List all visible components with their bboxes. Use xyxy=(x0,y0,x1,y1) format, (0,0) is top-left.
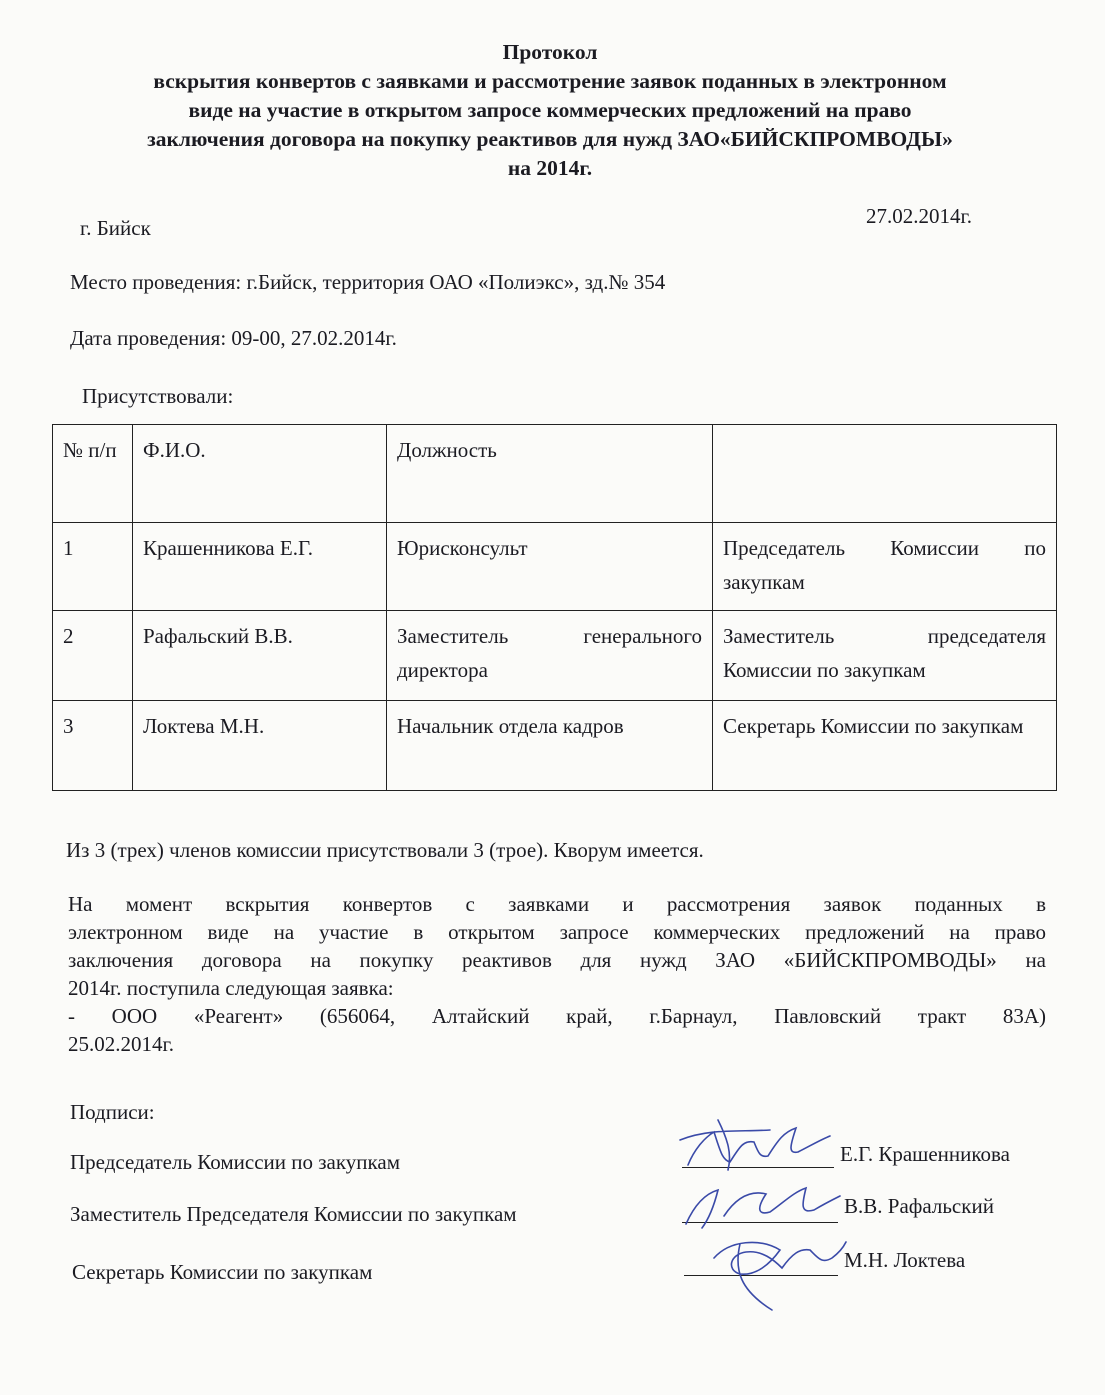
body-line-3: заключения договора на покупку реактивов для нужд ЗАО «БИЙСКПРОМВОДЫ» на xyxy=(68,948,1046,972)
venue: Место проведения: г.Бийск, территория ОАО «Полиэкс», зд.№ 354 xyxy=(70,270,666,294)
row-number: 1 xyxy=(53,523,133,611)
title-line-5: на 2014г. xyxy=(507,156,593,180)
signature-name: Е.Г. Крашенникова xyxy=(840,1142,1010,1166)
row-number: 2 xyxy=(53,611,133,701)
document-date: 27.02.2014г. xyxy=(866,204,972,228)
row-name: Крашенникова Е.Г. xyxy=(133,523,387,611)
body-line-4: 2014г. поступила следующая заявка: xyxy=(68,976,394,1000)
quorum-statement: Из 3 (трех) членов комиссии присутствовали 3 (трое). Кворум имеется. xyxy=(66,838,704,862)
header-number: № п/п xyxy=(53,425,133,523)
table-row xyxy=(53,611,1057,701)
table-row xyxy=(53,523,1057,611)
table-header-row xyxy=(53,425,1057,523)
signature-role: Председатель Комиссии по закупкам xyxy=(70,1150,400,1174)
document-title xyxy=(40,38,1060,183)
signature-name: М.Н. Локтева xyxy=(844,1248,966,1272)
body-line-5: - ООО «Реагент» (656064, Алтайский край, г.Барнаул, Павловский тракт 83А) xyxy=(68,1004,1046,1028)
table-row xyxy=(53,701,1057,791)
body-line-6: 25.02.2014г. xyxy=(68,1032,174,1056)
row-name: Локтева М.Н. xyxy=(133,701,387,791)
body-paragraph xyxy=(68,890,1046,1058)
header-role xyxy=(713,425,1057,523)
signature-role: Секретарь Комиссии по закупкам xyxy=(72,1260,373,1284)
held-date: Дата проведения: 09-00, 27.02.2014г. xyxy=(70,326,397,350)
row-role: Секретарь Комиссии по закупкам xyxy=(713,701,1057,791)
handwritten-signature-3 xyxy=(700,1224,850,1314)
city: г. Бийск xyxy=(80,216,151,240)
title-line-1: Протокол xyxy=(502,40,598,64)
title-line-3: виде на участие в открытом запросе коммерческих предложений на право xyxy=(188,98,912,122)
header-position: Должность xyxy=(387,425,713,523)
signature-name: В.В. Рафальский xyxy=(844,1194,994,1218)
signatures-label: Подписи: xyxy=(70,1100,155,1124)
body-line-2: электронном виде на участие в открытом запросе коммерческих предложений на право xyxy=(68,920,1046,944)
title-line-4: заключения договора на покупку реактивов для нужд ЗАО«БИЙСКПРОМВОДЫ» xyxy=(147,127,953,151)
row-name: Рафальский В.В. xyxy=(133,611,387,701)
row-number: 3 xyxy=(53,701,133,791)
row-role: Заместитель председателя Комиссии по закупкам xyxy=(713,611,1057,701)
row-position: Юрисконсульт xyxy=(387,523,713,611)
row-position: Заместитель генерального директора xyxy=(387,611,713,701)
row-position: Начальник отдела кадров xyxy=(387,701,713,791)
header-name: Ф.И.О. xyxy=(133,425,387,523)
present-label: Присутствовали: xyxy=(82,384,234,408)
row-role: Председатель Комиссии по закупкам xyxy=(713,523,1057,611)
attendees-table xyxy=(52,424,1057,791)
body-line-1: На момент вскрытия конвертов с заявками и рассмотрения заявок поданных в xyxy=(68,892,1046,916)
title-line-2: вскрытия конвертов с заявками и рассмотрение заявок поданных в электронном xyxy=(153,69,947,93)
signature-role: Заместитель Председателя Комиссии по закупкам xyxy=(70,1202,517,1226)
handwritten-signature-1 xyxy=(670,1110,840,1180)
